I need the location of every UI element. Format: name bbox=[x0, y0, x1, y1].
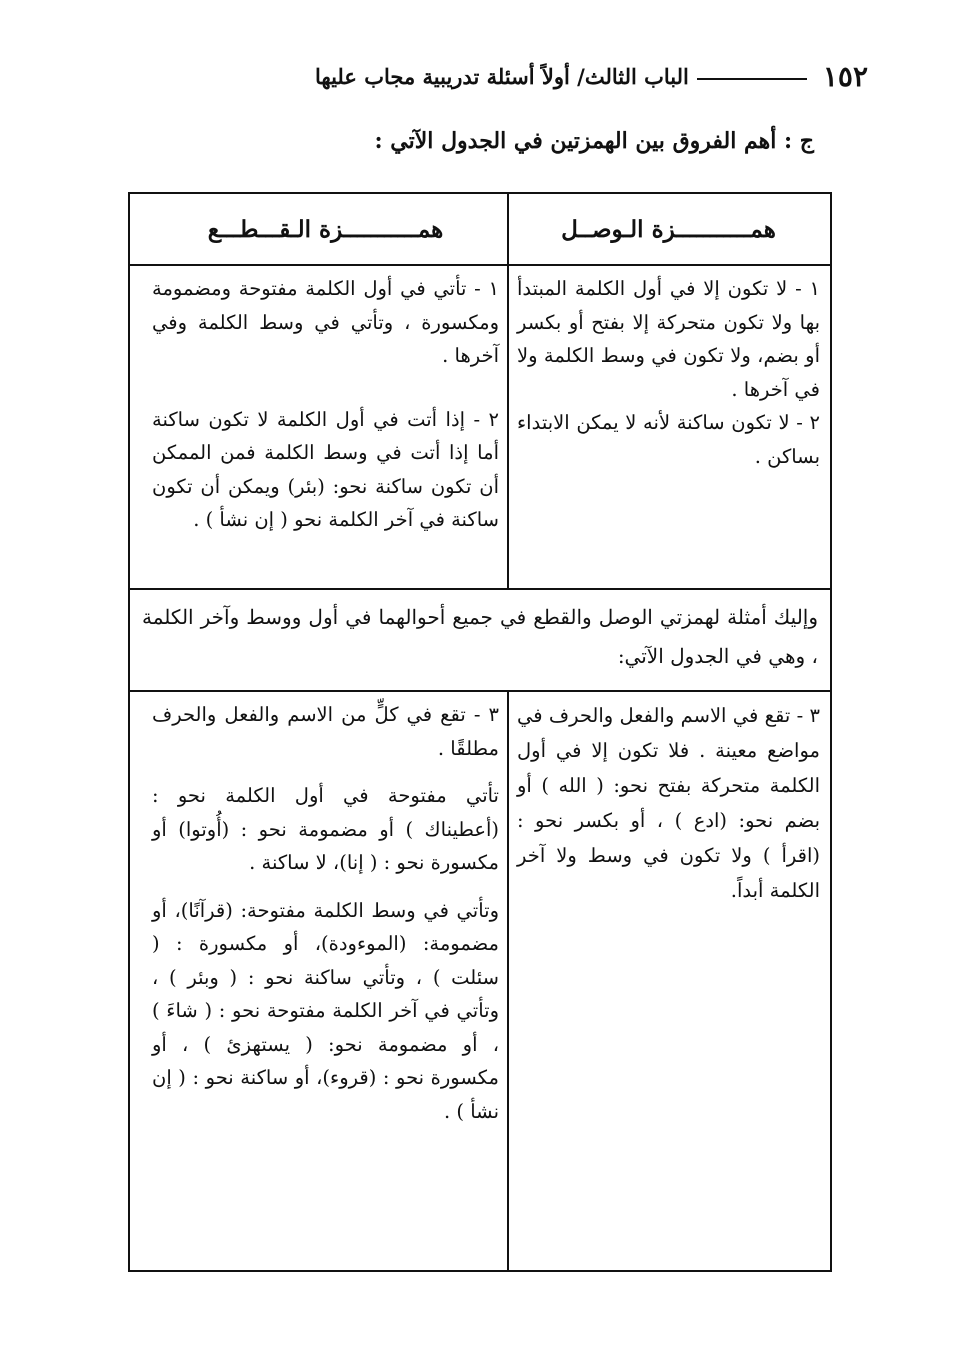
qat-point-3-start: تأتي مفتوحة في أول الكلمة نحو : (أعطيناك ) أو مضمومة نحو : (أُوتوا) أو مكسورة نحو : ( إنا)، لا ساكنة . bbox=[152, 784, 499, 874]
table-header-row bbox=[130, 194, 830, 266]
note-text: وإليك أمثلة لهمزتي الوصل والقطع في جميع أحوالهما في أول ووسط وآخر الكلمة ، وهي في الجدول الآتي: bbox=[142, 605, 818, 668]
running-header bbox=[60, 56, 868, 96]
note-cell bbox=[130, 590, 830, 690]
qat-point-3: ٣ - تقع في كلٍّ من الاسم والفعل والحرف مطلقًا . bbox=[152, 703, 499, 760]
qat-cell bbox=[130, 692, 509, 1270]
comparison-table bbox=[128, 192, 832, 1272]
qat-point-2: ٢ - إذا أتت في أول الكلمة لا تكون ساكنة أما إذا أتت في وسط الكلمة فمن الممكن أن تكون ساكنة نحو: (بئر) ويمكن أن تكون ساكنة في آخر الكلمة نحو ( إن نشأ ) . bbox=[152, 407, 499, 531]
wasl-point-1: ١ - لا تكون إلا في أول الكلمة المبتدأ بها ولا تكون متحركة إلا بفتح أو بكسر أو بضم، ولا تكون في وسط الكلمة ولا في آخرها . bbox=[517, 277, 820, 401]
answer-intro: ج : أهم الفروق بين الهمزتين في الجدول الآتي : bbox=[374, 128, 814, 154]
running-title: الباب الثالث/ أولاً أسئلة تدريبية مجاب عليها bbox=[315, 63, 689, 89]
table-row bbox=[130, 266, 830, 590]
table-note-row bbox=[130, 590, 830, 692]
wasl-column-header: همـــــــــــزة الـوصــل bbox=[507, 194, 830, 264]
qat-column-header: همـــــــــــزة الـقـــطـــع bbox=[207, 215, 444, 243]
qat-cell bbox=[130, 266, 509, 588]
page-number: ١٥٢ bbox=[822, 59, 868, 93]
qat-point-1: ١ - تأتي في أول الكلمة مفتوحة ومضمومة ومكسورة ، وتأتي في وسط الكلمة وفي آخرها . bbox=[152, 277, 499, 367]
header-rule bbox=[697, 78, 807, 80]
wasl-point-2: ٢ - لا تكون ساكنة لأنه لا يمكن الابتداء بساكن . bbox=[517, 411, 820, 468]
wasl-cell bbox=[507, 692, 830, 1270]
wasl-cell bbox=[507, 266, 830, 588]
table-row bbox=[130, 692, 830, 1270]
wasl-point-3: ٣ - تقع في الاسم والفعل والحرف في مواضع معينة . فلا تكون إلا في أول الكلمة متحركة بفتح نحو: ( الله ) أو بضم نحو: (ادع ) ، أو بكسر نحو : (اقرأ ) ولا تكون في وسط ولا آخر الكلمة أبداً. bbox=[517, 704, 820, 902]
qat-point-3-middle-end: وتأتي في وسط الكلمة مفتوحة: (قرآنًا)، أو مضمومة: (الموءودة)، أو مكسورة : ( سئلت ) ، وتأتي ساكنة نحو : ( وبئر ) ، وتأتي في آخر الكلمة مفتوحة نحو : ( شاءَ ) ، أو مضمومة نحو: ( يستهزئ ) ، أو مكسورة نحو : (قروء)، أو ساكنة نحو : ( إن نشأ ) . bbox=[152, 898, 499, 1123]
